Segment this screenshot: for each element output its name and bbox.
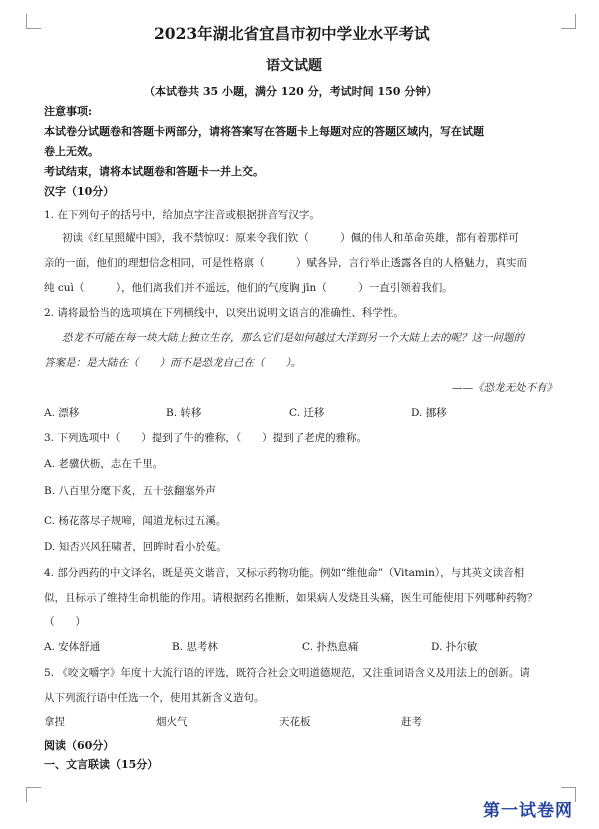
q3-option-c: C. 杨花落尽子规啼，闻道龙标过五溪。: [44, 515, 227, 527]
section-classical: 一、文言联读（15分）: [44, 758, 159, 771]
q4-line-1: 4. 部分西药的中文译名，既是英文谐音，又标示药物功能。例如“维他命”（Vitamin），与其英文读音相: [44, 567, 525, 579]
exam-subject: 语文试题: [266, 58, 322, 74]
notice-line-1: 本试卷分试题卷和答题卡两部分，请将答案写在答题卡上每题对应的答题区域内，写在试题: [44, 125, 484, 138]
q4-option-d: D. 扑尔敏: [431, 641, 478, 653]
q4-line-2: 似，且标示了维持生命机能的作用。请根据药名推断，如果病人发烧且头痛，医生可能使用下列哪种药物？: [44, 592, 538, 604]
q4-option-b: B. 思考林: [172, 641, 218, 653]
notice-line-3: 考试结束，请将本试题卷和答题卡一并上交。: [44, 165, 264, 178]
q2-option-b: B. 转移: [166, 407, 202, 419]
q1-line-3: 纯 cuì（ ），他们离我们并不遥远，他们的气度胸 jīn（ ）一直引领着我们。: [44, 282, 453, 294]
section-reading: 阅读（60分）: [44, 739, 115, 752]
q2-option-a: A. 漂移: [44, 407, 80, 419]
exam-title: 2023年湖北省宜昌市初中学业水平考试: [154, 24, 430, 43]
crop-mark-bottom-left: [26, 787, 41, 802]
q1-line-2: 亲的一面，他们的理想信念相同，可是性格禀（ ）赋各异，言行举止透露各自的人格魅力，真实而: [44, 257, 527, 269]
q3-option-a: A. 老骥伏枥，志在千里。: [44, 458, 164, 470]
q2-passage-line-1: 恐龙不可能在每一块大陆上独立生存，那么它们是如何越过大洋到另一个大陆上去的呢？这一问题的: [62, 332, 524, 344]
section-hanzi: 汉字（10分）: [44, 185, 115, 198]
q2-passage-line-2: 答案是：是大陆在（ ）而不是恐龙自己在（ ）。: [44, 357, 302, 369]
q5-word-4: 赶考: [401, 716, 422, 728]
q4-answer-blank: （ ）: [44, 616, 86, 628]
watermark-logo: 第一试卷网: [483, 801, 573, 821]
q2-stem: 2. 请将最恰当的选项填在下列横线中，以突出说明文语言的准确性、科学性。: [44, 307, 404, 319]
q5-word-1: 拿捏: [44, 716, 65, 728]
q2-option-c: C. 迁移: [289, 407, 325, 419]
q3-stem: 3. 下列选项中（ ）提到了牛的雅称，（ ）提到了老虎的雅称。: [44, 432, 368, 444]
notice-line-2: 卷上无效。: [44, 145, 99, 158]
exam-info: （本试卷共 35 小题，满分 120 分，考试时间 150 分钟）: [144, 85, 438, 98]
notice-heading: 注意事项:: [44, 105, 93, 118]
q2-option-d: D. 挪移: [411, 407, 447, 419]
q4-option-a: A. 安体舒通: [44, 641, 101, 653]
q1-line-1: 初读《红星照耀中国》，我不禁惊叹：原来令我们钦（ ）佩的伟人和革命英雄，都有着那样可: [62, 232, 519, 244]
q3-option-b: B. 八百里分麾下炙，五十弦翻塞外声: [44, 485, 216, 497]
crop-mark-top-left: [26, 14, 41, 29]
q3-option-d: D. 知否兴风狂啸者，回眸时看小於菟。: [44, 541, 227, 553]
q5-line-1: 5. 《咬文嚼字》年度十大流行语的评选，既符合社会文明道德规范，又注重词语含义及用法上的创新。请: [44, 667, 530, 679]
q5-word-2: 烟火气: [156, 716, 188, 728]
q2-source: ——《恐龙无处不有》: [452, 382, 557, 394]
q4-option-c: C. 扑热息痛: [302, 641, 359, 653]
q5-line-2: 从下列流行语中任选一个，使用其新含义造句。: [44, 692, 265, 704]
q5-word-3: 天花板: [279, 716, 311, 728]
q1-stem: 1. 在下列句子的括号中，给加点字注音或根据拼音写汉字。: [44, 209, 320, 221]
crop-mark-top-right: [561, 14, 576, 29]
